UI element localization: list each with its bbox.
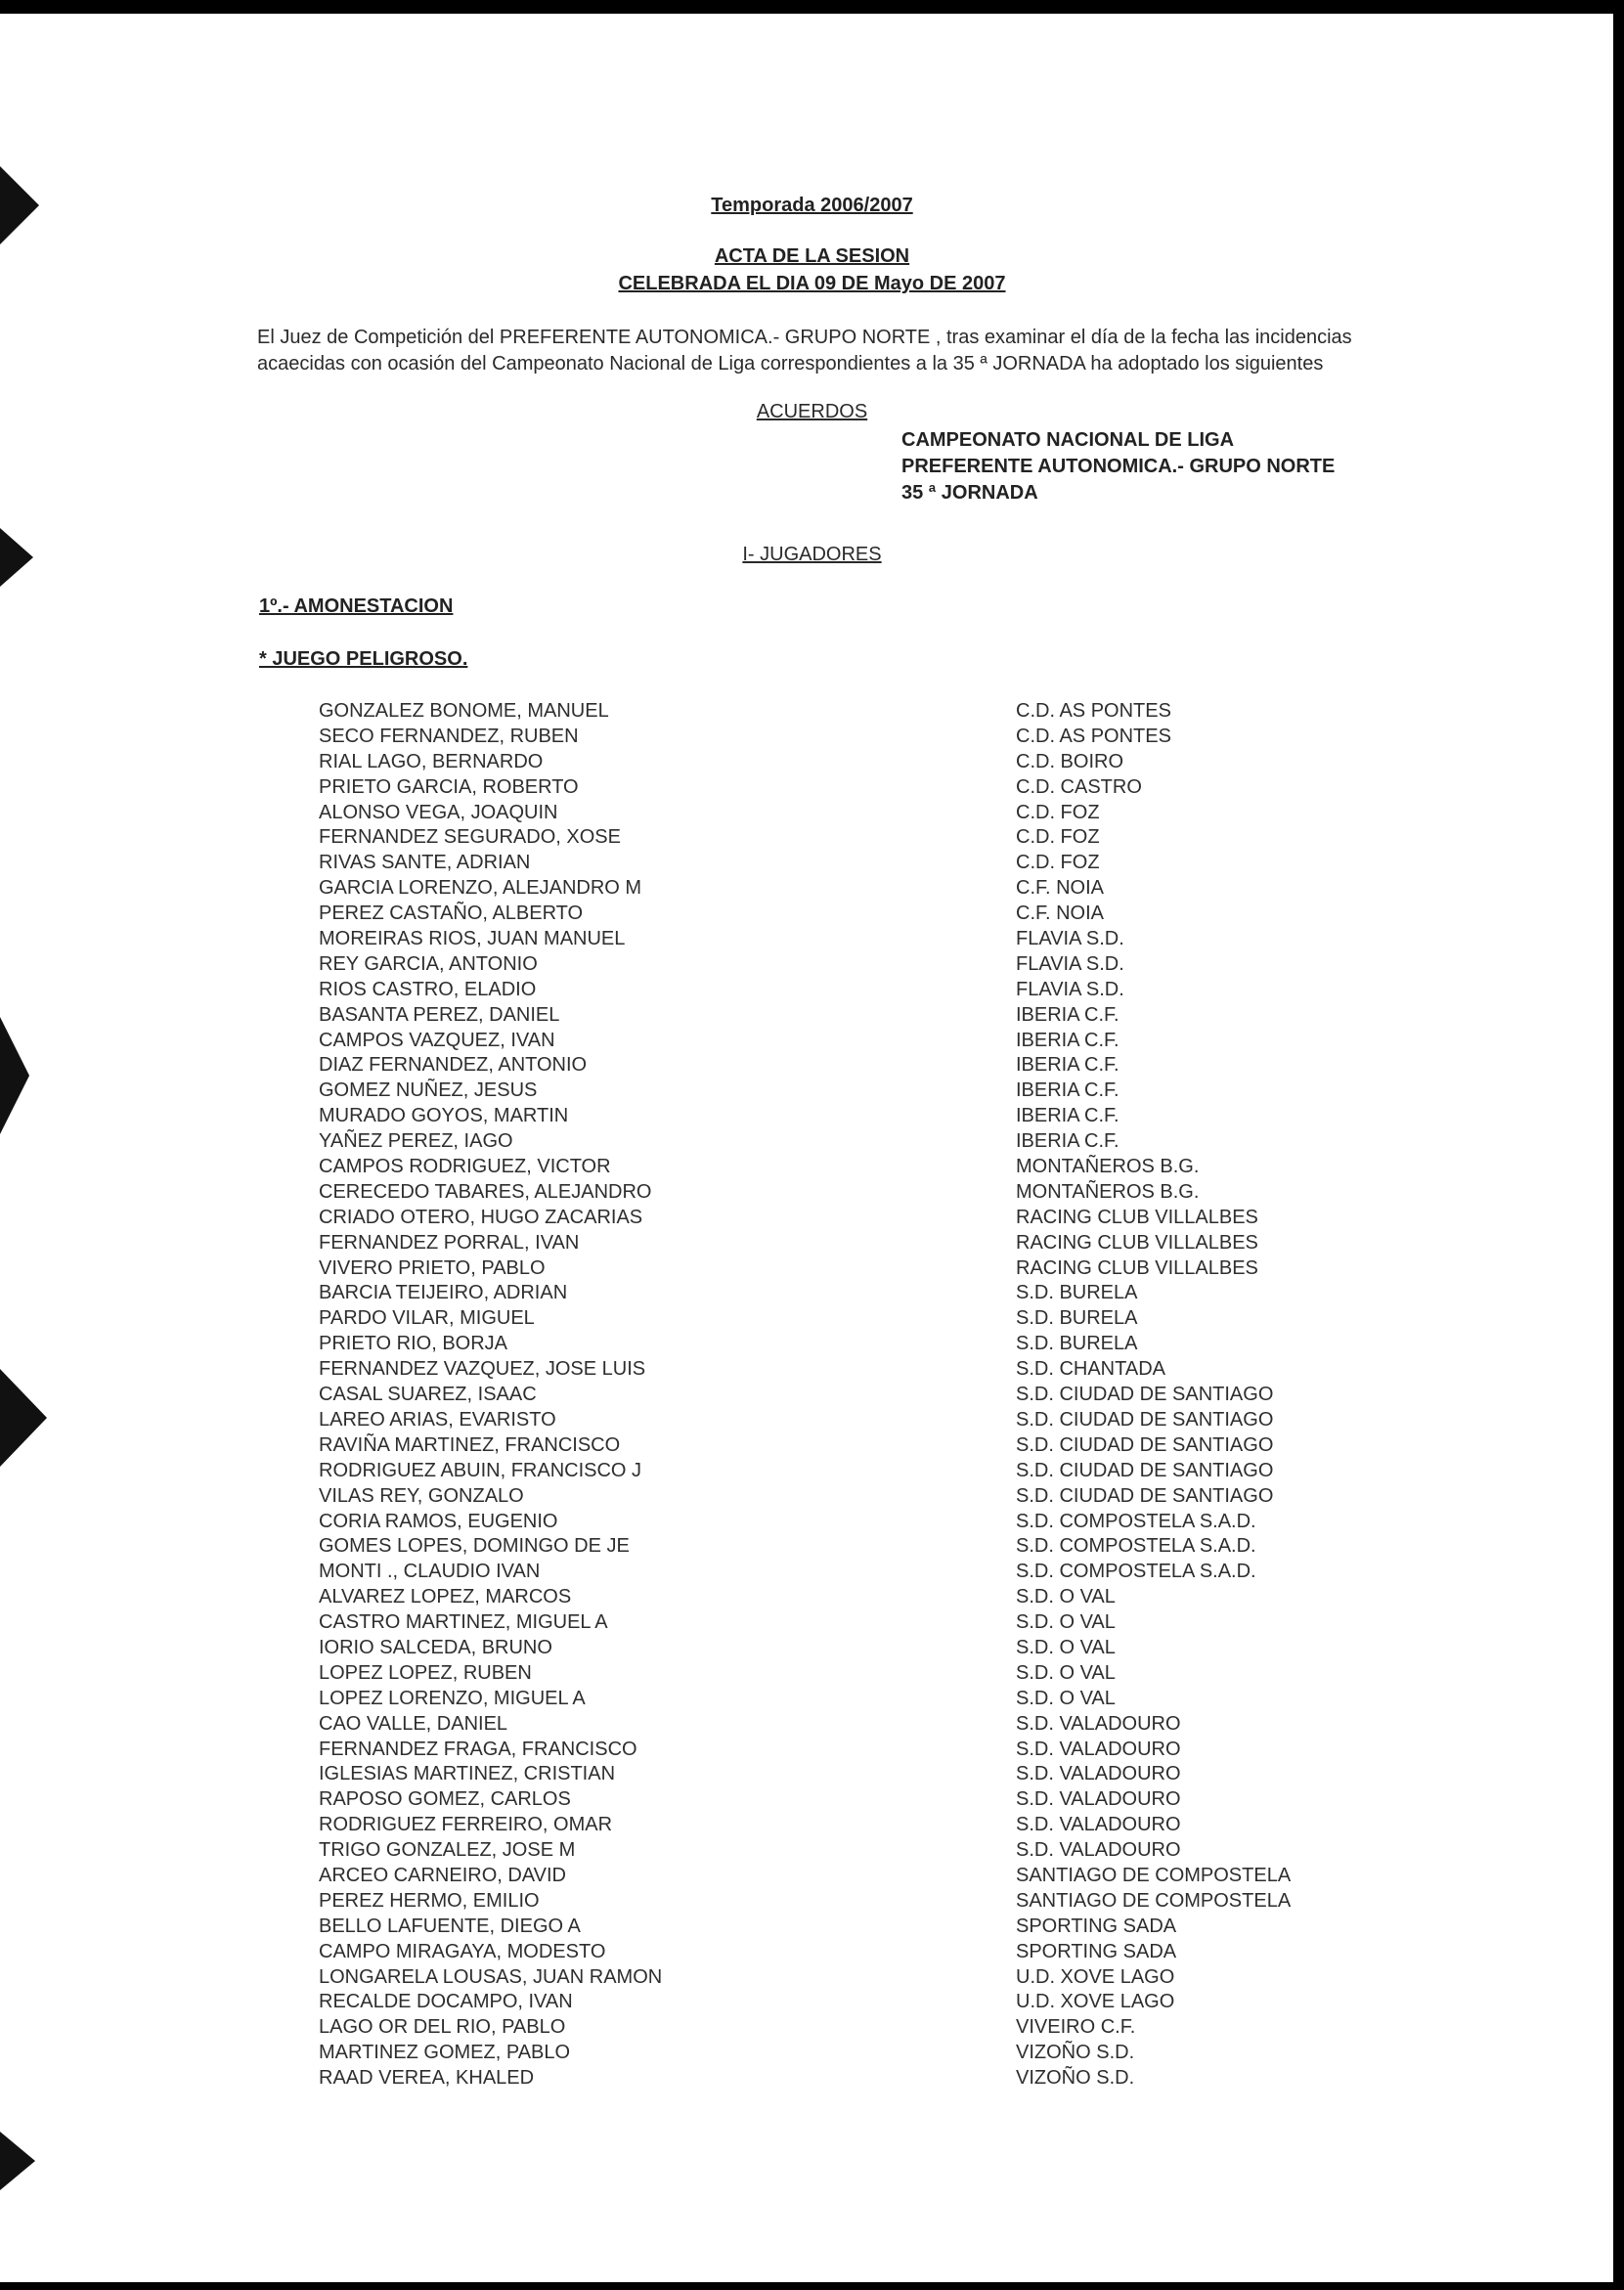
player-row — [0, 1206, 1624, 1231]
player-name: CASAL SUAREZ, ISAAC — [319, 1384, 537, 1406]
player-club: U.D. XOVE LAGO — [1016, 1965, 1175, 1988]
player-name: LAGO OR DEL RIO, PABLO — [319, 2016, 566, 2039]
player-club: C.F. NOIA — [1016, 903, 1105, 925]
player-name: PRIETO GARCIA, ROBERTO — [319, 775, 579, 798]
session-date-heading: CELEBRADA EL DIA 09 DE Mayo DE 2007 — [618, 273, 1006, 294]
player-name: BASANTA PEREZ, DANIEL — [319, 1003, 560, 1026]
player-club: IBERIA C.F. — [1016, 1130, 1119, 1153]
player-row — [0, 775, 1624, 801]
player-club: C.D. BOIRO — [1016, 750, 1124, 772]
player-row — [0, 1155, 1624, 1180]
player-club: S.D. BURELA — [1016, 1333, 1138, 1355]
player-name: LOPEZ LORENZO, MIGUEL A — [319, 1687, 586, 1709]
player-club: S.D. COMPOSTELA S.A.D. — [1016, 1535, 1256, 1558]
player-row — [0, 1787, 1624, 1813]
player-row — [0, 725, 1624, 750]
player-row — [0, 1332, 1624, 1357]
player-row — [0, 1306, 1624, 1332]
player-club: S.D. VALADOURO — [1016, 1712, 1181, 1735]
intro-line-2: acaecidas con ocasión del Campeonato Nacional de Liga correspondientes a la 35 ª JORNADA ha adoptado los siguientes — [257, 353, 1324, 374]
player-club: S.D. O VAL — [1016, 1661, 1116, 1684]
player-name: PARDO VILAR, MIGUEL — [319, 1307, 535, 1330]
player-name: IGLESIAS MARTINEZ, CRISTIAN — [319, 1763, 616, 1785]
player-row — [0, 1231, 1624, 1256]
player-row — [0, 1534, 1624, 1560]
player-name: GOMES LOPES, DOMINGO DE JE — [319, 1535, 630, 1558]
amonestacion-heading: 1º.- AMONESTACION — [259, 595, 454, 617]
torn-edge-mark — [0, 2132, 35, 2190]
player-row — [0, 1661, 1624, 1687]
player-name: RIAL LAGO, BERNARDO — [319, 750, 544, 772]
player-name: YAÑEZ PEREZ, IAGO — [319, 1130, 513, 1153]
player-row — [0, 978, 1624, 1003]
player-row — [0, 927, 1624, 952]
player-name: GOMEZ NUÑEZ, JESUS — [319, 1079, 538, 1102]
player-club: S.D. VALADOURO — [1016, 1814, 1181, 1836]
player-row — [0, 1990, 1624, 2015]
championship-line-1: CAMPEONATO NACIONAL DE LIGA — [901, 429, 1235, 451]
player-row — [0, 1813, 1624, 1838]
player-row — [0, 2041, 1624, 2066]
player-club: S.D. CIUDAD DE SANTIAGO — [1016, 1433, 1274, 1456]
player-club: VIZOÑO S.D. — [1016, 2042, 1135, 2064]
player-name: PRIETO RIO, BORJA — [319, 1333, 507, 1355]
player-row — [0, 876, 1624, 902]
player-name: FERNANDEZ VAZQUEZ, JOSE LUIS — [319, 1358, 646, 1381]
player-row — [0, 1915, 1624, 1940]
player-club: S.D. O VAL — [1016, 1636, 1116, 1658]
player-name: TRIGO GONZALEZ, JOSE M — [319, 1839, 576, 1862]
player-row — [0, 1459, 1624, 1484]
player-name: IORIO SALCEDA, BRUNO — [319, 1636, 552, 1658]
player-name: VIVERO PRIETO, PABLO — [319, 1256, 546, 1279]
player-row — [0, 902, 1624, 927]
player-club: VIVEIRO C.F. — [1016, 2016, 1136, 2039]
player-name: BARCIA TEIJEIRO, ADRIAN — [319, 1282, 568, 1304]
player-row — [0, 1104, 1624, 1129]
player-row — [0, 1712, 1624, 1738]
player-club: VIZOÑO S.D. — [1016, 2067, 1135, 2090]
player-club: S.D. BURELA — [1016, 1307, 1138, 1330]
player-club: S.D. CHANTADA — [1016, 1358, 1165, 1381]
acuerdos-heading: ACUERDOS — [756, 401, 868, 422]
player-club: S.D. CIUDAD DE SANTIAGO — [1016, 1384, 1274, 1406]
player-name: RAAD VEREA, KHALED — [319, 2067, 535, 2090]
player-club: FLAVIA S.D. — [1016, 978, 1124, 1000]
championship-line-3: 35 ª JORNADA — [901, 482, 1038, 504]
player-row — [0, 1180, 1624, 1206]
player-row — [0, 1560, 1624, 1585]
player-name: DIAZ FERNANDEZ, ANTONIO — [319, 1054, 588, 1077]
championship-line-2: PREFERENTE AUTONOMICA.- GRUPO NORTE — [901, 456, 1336, 477]
player-name: RECALDE DOCAMPO, IVAN — [319, 1991, 573, 2013]
player-club: RACING CLUB VILLALBES — [1016, 1256, 1258, 1279]
player-club: C.D. CASTRO — [1016, 775, 1142, 798]
intro-paragraph — [257, 325, 1528, 377]
player-name: CAMPOS VAZQUEZ, IVAN — [319, 1029, 555, 1051]
player-club: S.D. VALADOURO — [1016, 1763, 1181, 1785]
player-row — [0, 1383, 1624, 1408]
player-name: BELLO LAFUENTE, DIEGO A — [319, 1915, 581, 1937]
player-name: MONTI ., CLAUDIO IVAN — [319, 1561, 541, 1583]
player-club: S.D. CIUDAD DE SANTIAGO — [1016, 1459, 1274, 1481]
player-name: CASTRO MARTINEZ, MIGUEL A — [319, 1611, 608, 1634]
player-row — [0, 1129, 1624, 1155]
player-name: VILAS REY, GONZALO — [319, 1484, 524, 1507]
player-club: SANTIAGO DE COMPOSTELA — [1016, 1864, 1292, 1886]
player-name: CERECEDO TABARES, ALEJANDRO — [319, 1180, 652, 1203]
player-name: FERNANDEZ FRAGA, FRANCISCO — [319, 1738, 637, 1760]
player-row — [0, 1738, 1624, 1763]
player-row — [0, 851, 1624, 876]
player-name: GARCIA LORENZO, ALEJANDRO M — [319, 877, 642, 900]
player-club: U.D. XOVE LAGO — [1016, 1991, 1175, 2013]
juego-peligroso-heading: * JUEGO PELIGROSO. — [259, 648, 468, 670]
player-row — [0, 1079, 1624, 1104]
player-club: C.F. NOIA — [1016, 877, 1105, 900]
player-row — [0, 1864, 1624, 1889]
player-row — [0, 801, 1624, 826]
player-club: S.D. O VAL — [1016, 1611, 1116, 1634]
player-name: RAVIÑA MARTINEZ, FRANCISCO — [319, 1433, 621, 1456]
player-name: CAO VALLE, DANIEL — [319, 1712, 508, 1735]
player-name: RIVAS SANTE, ADRIAN — [319, 852, 531, 874]
player-row — [0, 750, 1624, 775]
player-name: GONZALEZ BONOME, MANUEL — [319, 700, 609, 722]
player-row — [0, 2015, 1624, 2041]
player-row — [0, 699, 1624, 725]
player-club: S.D. COMPOSTELA S.A.D. — [1016, 1561, 1256, 1583]
player-name: RODRIGUEZ FERREIRO, OMAR — [319, 1814, 613, 1836]
player-club: FLAVIA S.D. — [1016, 952, 1124, 975]
player-club: S.D. VALADOURO — [1016, 1788, 1181, 1811]
player-club: IBERIA C.F. — [1016, 1079, 1119, 1102]
player-list — [0, 699, 1624, 2092]
player-row — [0, 1762, 1624, 1787]
championship-block — [901, 427, 1335, 506]
player-row — [0, 1433, 1624, 1459]
player-row — [0, 1687, 1624, 1712]
player-name: FERNANDEZ SEGURADO, XOSE — [319, 826, 621, 849]
player-club: S.D. CIUDAD DE SANTIAGO — [1016, 1408, 1274, 1431]
player-name: MURADO GOYOS, MARTIN — [319, 1105, 569, 1127]
player-club: RACING CLUB VILLALBES — [1016, 1206, 1258, 1228]
player-row — [0, 1636, 1624, 1661]
player-row — [0, 1610, 1624, 1636]
player-name: ALONSO VEGA, JOAQUIN — [319, 801, 558, 823]
player-row — [0, 1281, 1624, 1306]
player-row — [0, 1256, 1624, 1282]
player-name: RODRIGUEZ ABUIN, FRANCISCO J — [319, 1459, 642, 1481]
player-name: ARCEO CARNEIRO, DAVID — [319, 1864, 566, 1886]
player-row — [0, 1510, 1624, 1535]
player-row — [0, 1484, 1624, 1510]
player-club: IBERIA C.F. — [1016, 1003, 1119, 1026]
intro-line-1: El Juez de Competición del PREFERENTE AUTONOMICA.- GRUPO NORTE , tras examinar el día de la fecha las incidencias — [257, 327, 1352, 348]
player-club: SPORTING SADA — [1016, 1940, 1177, 1962]
player-club: S.D. VALADOURO — [1016, 1738, 1181, 1760]
player-name: ALVAREZ LOPEZ, MARCOS — [319, 1586, 572, 1608]
player-name: MARTINEZ GOMEZ, PABLO — [319, 2042, 571, 2064]
player-row — [0, 1965, 1624, 1991]
player-row — [0, 1408, 1624, 1433]
player-row — [0, 1889, 1624, 1915]
player-club: S.D. BURELA — [1016, 1282, 1138, 1304]
player-name: RIOS CASTRO, ELADIO — [319, 978, 537, 1000]
player-club: IBERIA C.F. — [1016, 1105, 1119, 1127]
player-row — [0, 2066, 1624, 2092]
season-heading: Temporada 2006/2007 — [711, 195, 913, 216]
player-club: SPORTING SADA — [1016, 1915, 1177, 1937]
player-club: C.D. AS PONTES — [1016, 700, 1171, 722]
player-name: FERNANDEZ PORRAL, IVAN — [319, 1231, 580, 1254]
player-name: CAMPO MIRAGAYA, MODESTO — [319, 1940, 606, 1962]
player-club: C.D. AS PONTES — [1016, 725, 1171, 747]
player-club: C.D. FOZ — [1016, 852, 1100, 874]
player-name: LOPEZ LOPEZ, RUBEN — [319, 1661, 532, 1684]
player-name: CAMPOS RODRIGUEZ, VICTOR — [319, 1156, 611, 1178]
player-row — [0, 1940, 1624, 1965]
player-club: IBERIA C.F. — [1016, 1029, 1119, 1051]
player-row — [0, 1585, 1624, 1610]
player-club: RACING CLUB VILLALBES — [1016, 1231, 1258, 1254]
acta-heading: ACTA DE LA SESION — [714, 245, 910, 267]
player-club: FLAVIA S.D. — [1016, 928, 1124, 950]
player-club: MONTAÑEROS B.G. — [1016, 1180, 1200, 1203]
section-title: I- JUGADORES — [742, 544, 882, 565]
player-club: S.D. VALADOURO — [1016, 1839, 1181, 1862]
player-row — [0, 1029, 1624, 1054]
player-club: S.D. CIUDAD DE SANTIAGO — [1016, 1484, 1274, 1507]
player-club: C.D. FOZ — [1016, 826, 1100, 849]
player-row — [0, 952, 1624, 978]
player-club: S.D. O VAL — [1016, 1687, 1116, 1709]
player-club: S.D. COMPOSTELA S.A.D. — [1016, 1510, 1256, 1532]
player-name: SECO FERNANDEZ, RUBEN — [319, 725, 579, 747]
player-row — [0, 1053, 1624, 1079]
player-club: SANTIAGO DE COMPOSTELA — [1016, 1889, 1292, 1912]
player-row — [0, 1003, 1624, 1029]
player-row — [0, 825, 1624, 851]
player-row — [0, 1838, 1624, 1864]
player-club: S.D. O VAL — [1016, 1586, 1116, 1608]
player-row — [0, 1357, 1624, 1383]
player-name: PEREZ CASTAÑO, ALBERTO — [319, 903, 584, 925]
player-name: MOREIRAS RIOS, JUAN MANUEL — [319, 928, 626, 950]
player-club: MONTAÑEROS B.G. — [1016, 1156, 1200, 1178]
player-name: RAPOSO GOMEZ, CARLOS — [319, 1788, 571, 1811]
player-club: C.D. FOZ — [1016, 801, 1100, 823]
player-name: LAREO ARIAS, EVARISTO — [319, 1408, 556, 1431]
player-club: IBERIA C.F. — [1016, 1054, 1119, 1077]
player-name: PEREZ HERMO, EMILIO — [319, 1889, 540, 1912]
player-name: REY GARCIA, ANTONIO — [319, 952, 538, 975]
player-name: CORIA RAMOS, EUGENIO — [319, 1510, 558, 1532]
player-name: LONGARELA LOUSAS, JUAN RAMON — [319, 1965, 663, 1988]
player-name: CRIADO OTERO, HUGO ZACARIAS — [319, 1206, 643, 1228]
